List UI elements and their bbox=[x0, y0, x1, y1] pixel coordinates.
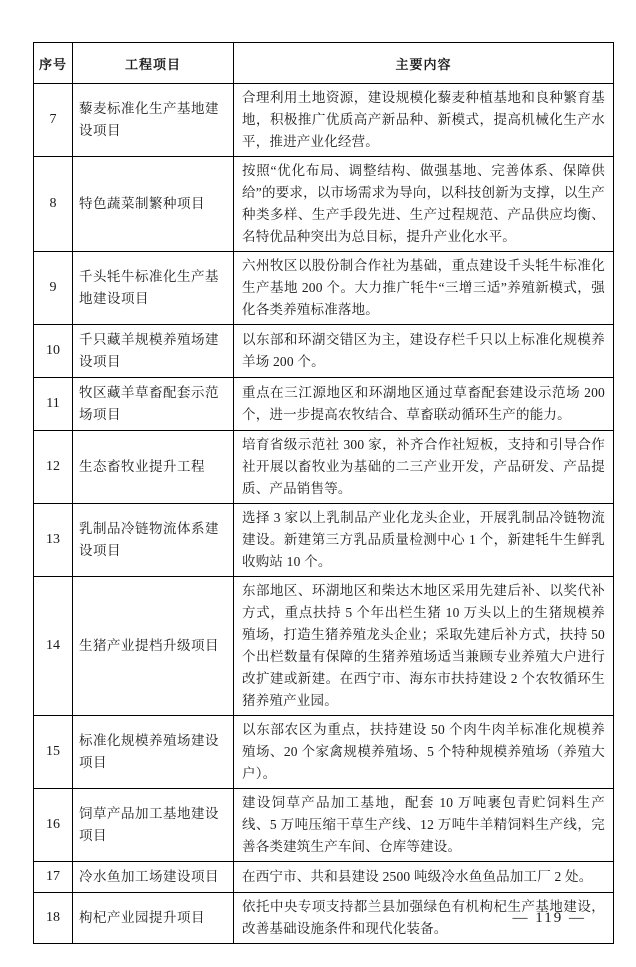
project-name: 牧区藏羊草畜配套示范场项目 bbox=[73, 378, 234, 431]
row-number: 16 bbox=[34, 789, 73, 862]
project-content: 以东部农区为重点，扶持建设 50 个肉牛肉羊标准化规模养殖场、20 个家禽规模养殖场、5 个特种规模养殖场（养殖大户）。 bbox=[234, 716, 614, 789]
row-number: 12 bbox=[34, 431, 73, 504]
project-name: 乳制品冷链物流体系建设项目 bbox=[73, 504, 234, 577]
project-name: 千只藏羊规模养殖场建设项目 bbox=[73, 325, 234, 378]
project-content: 按照“优化布局、调整结构、做强基地、完善体系、保障供给”的要求，以市场需求为导向，以科技创新为支撑，以生产种类多样、生产手段先进、生产过程规范、产品供应均衡、名特优品种突出为总目标，提升产业化水平。 bbox=[234, 157, 614, 252]
project-name: 冷水鱼加工场建设项目 bbox=[73, 862, 234, 893]
project-content: 重点在三江源地区和环湖地区通过草畜配套建设示范场 200 个，进一步提高农牧结合、草畜联动循环生产的能力。 bbox=[234, 378, 614, 431]
project-content: 选择 3 家以上乳制品产业化龙头企业，开展乳制品冷链物流建设。新建第三方乳品质量检测中心 1 个，新建牦牛生鲜乳收购站 10 个。 bbox=[234, 504, 614, 577]
header-row bbox=[34, 43, 614, 84]
table-row bbox=[34, 789, 614, 862]
row-number: 18 bbox=[34, 893, 73, 944]
table-row bbox=[34, 325, 614, 378]
row-number: 14 bbox=[34, 577, 73, 716]
project-name: 千头牦牛标准化生产基地建设项目 bbox=[73, 252, 234, 325]
table-row bbox=[34, 716, 614, 789]
row-number: 13 bbox=[34, 504, 73, 577]
row-number: 9 bbox=[34, 252, 73, 325]
project-content: 以东部和环湖交错区为主，建设存栏千只以上标准化规模养羊场 200 个。 bbox=[234, 325, 614, 378]
table-body bbox=[34, 84, 614, 944]
row-number: 7 bbox=[34, 84, 73, 157]
row-number: 10 bbox=[34, 325, 73, 378]
project-name: 生态畜牧业提升工程 bbox=[73, 431, 234, 504]
row-number: 8 bbox=[34, 157, 73, 252]
project-name: 特色蔬菜制繁种项目 bbox=[73, 157, 234, 252]
table-row bbox=[34, 378, 614, 431]
row-number: 17 bbox=[34, 862, 73, 893]
table-row bbox=[34, 577, 614, 716]
project-name: 藜麦标准化生产基地建设项目 bbox=[73, 84, 234, 157]
col-header-no: 序号 bbox=[34, 43, 73, 84]
project-content: 在西宁市、共和县建设 2500 吨级冷水鱼鱼品加工厂 2 处。 bbox=[234, 862, 614, 893]
project-content: 依托中央专项支持都兰县加强绿色有机枸杞生产基地建设，改善基础设施条件和现代化装备。 bbox=[234, 893, 614, 944]
project-name: 饲草产品加工基地建设项目 bbox=[73, 789, 234, 862]
table-row bbox=[34, 504, 614, 577]
table-row bbox=[34, 862, 614, 893]
project-name: 标准化规模养殖场建设项目 bbox=[73, 716, 234, 789]
page-number: — 119 — bbox=[512, 910, 586, 926]
project-content: 东部地区、环湖地区和柴达木地区采用先建后补、以奖代补方式，重点扶持 5 个年出栏生猪 10 万头以上的生猪规模养殖场，打造生猪养殖龙头企业；采取先建后补方式，扶持 50 个出栏数量有保障的生猪养殖场适当兼顾专业养殖大户进行改扩建或新建。在西宁市、海东市扶持建设 2 个农牧循环生猪养殖产业园。 bbox=[234, 577, 614, 716]
project-content: 建设饲草产品加工基地，配套 10 万吨裹包青贮饲料生产线、5 万吨压缩干草生产线、12 万吨牛羊精饲料生产线，完善各类建筑生产车间、仓库等建设。 bbox=[234, 789, 614, 862]
table-row bbox=[34, 84, 614, 157]
table-row bbox=[34, 431, 614, 504]
table-row bbox=[34, 157, 614, 252]
table-header bbox=[34, 43, 614, 84]
project-content: 六州牧区以股份制合作社为基础，重点建设千头牦牛标准化生产基地 200 个。大力推广牦牛“三增三适”养殖新模式，强化各类养殖标准落地。 bbox=[234, 252, 614, 325]
row-number: 11 bbox=[34, 378, 73, 431]
project-name: 生猪产业提档升级项目 bbox=[73, 577, 234, 716]
project-content: 培育省级示范社 300 家，补齐合作社短板，支持和引导合作社开展以畜牧业为基础的二三产业开发，产品研发、产品提质、产品销售等。 bbox=[234, 431, 614, 504]
project-name: 枸杞产业园提升项目 bbox=[73, 893, 234, 944]
table-row bbox=[34, 252, 614, 325]
projects-table bbox=[33, 42, 614, 944]
col-header-content: 主要内容 bbox=[234, 43, 614, 84]
col-header-project: 工程项目 bbox=[73, 43, 234, 84]
row-number: 15 bbox=[34, 716, 73, 789]
project-content: 合理利用土地资源，建设规模化藜麦种植基地和良种繁育基地，积极推广优质高产新品种、新模式，提高机械化生产水平，推进产业化经营。 bbox=[234, 84, 614, 157]
